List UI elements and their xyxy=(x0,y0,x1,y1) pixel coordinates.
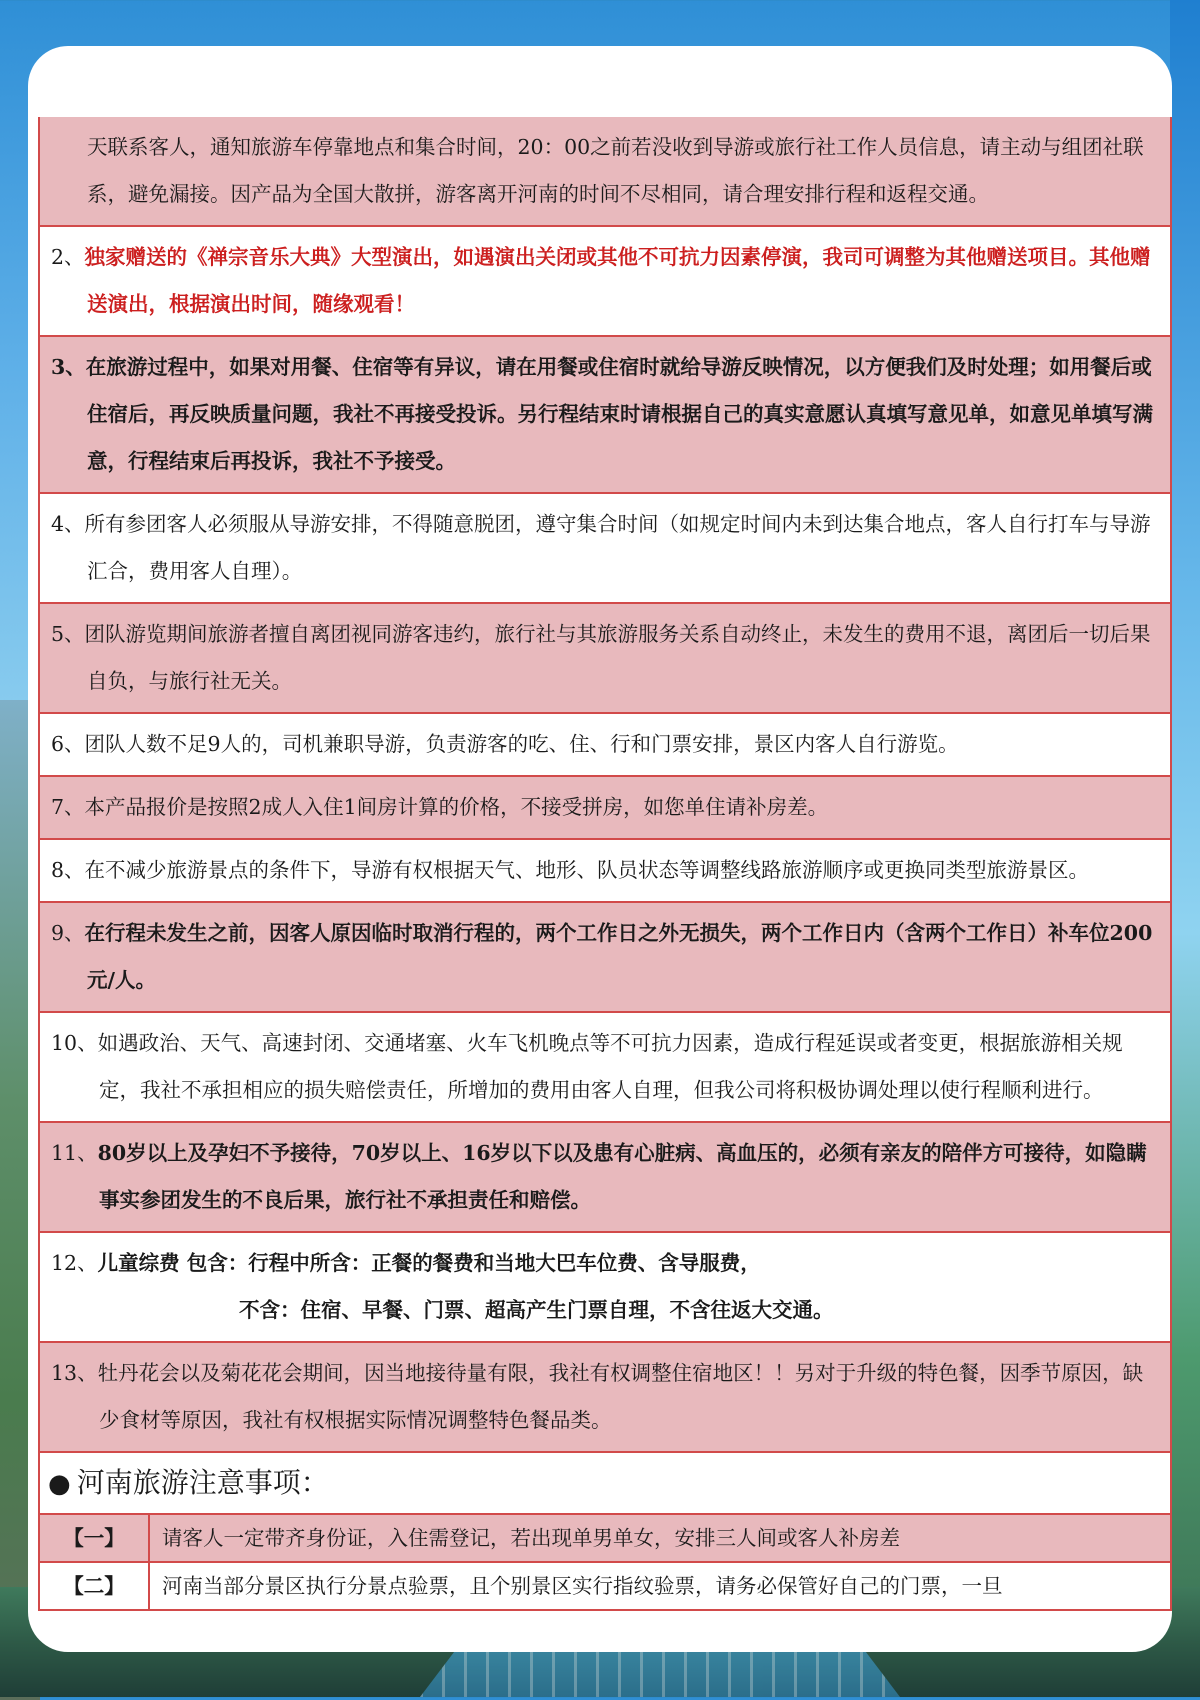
note-tag: 【一】 xyxy=(40,1515,150,1561)
notice-text: 天联系客人，通知旅游车停靠地点和集合时间，20：00之前若没收到导游或旅行社工作人员信息，请主动与组团社联系，避免漏接。因产品为全国大散拼，游客离开河南的时间不尽相同，请合理安排行程和返程交通。 xyxy=(87,135,1144,206)
notice-text: 3、在旅游过程中，如果对用餐、住宿等有异议，请在用餐或住宿时就给导游反映情况，以方便我们及时处理；如用餐后或住宿后，再反映质量问题，我社不再接受投诉。另行程结束时请根据自己的真实意愿认真填写意见单，如意见单填写满意，行程结束后再投诉，我社不予接受。 xyxy=(51,355,1153,473)
notice-row-1-continued xyxy=(38,117,1172,227)
bullet-icon: ● xyxy=(48,1469,71,1499)
note-text: 河南当部分景区执行分景点验票，且个别景区实行指纹验票，请务必保管好自己的门票，一旦 xyxy=(162,1574,1003,1598)
notice-row-11 xyxy=(38,1123,1172,1233)
note-tag: 【二】 xyxy=(40,1563,150,1609)
notice-text: 5、团队游览期间旅游者擅自离团视同游客违约，旅行社与其旅游服务关系自动终止，未发生的费用不退，离团后一切后果自负，与旅行社无关。 xyxy=(51,622,1151,693)
notice-number: 11、 xyxy=(51,1141,98,1165)
notice-text-bold: 在行程未发生之前，因客人原因临时取消行程的，两个工作日之外无损失，两个工作日内（含两个工作日）补车位200元/人。 xyxy=(84,921,1153,992)
notice-table xyxy=(38,117,1172,1611)
notice-number: 2、 xyxy=(51,245,85,269)
notice-row-10 xyxy=(38,1013,1172,1123)
section-title: 河南旅游注意事项： xyxy=(76,1466,329,1499)
notice-text: 6、团队人数不足9人的，司机兼职导游，负责游客的吃、住、行和门票安排，景区内客人自行游览。 xyxy=(51,732,959,756)
notice-row-7 xyxy=(38,777,1172,840)
notice-row-13 xyxy=(38,1343,1172,1453)
notice-number: 9、 xyxy=(51,921,85,945)
notice-row-2 xyxy=(38,227,1172,337)
notice-number: 12、 xyxy=(51,1251,98,1275)
notice-row-4 xyxy=(38,494,1172,604)
notice-text-bold: 80岁以上及孕妇不予接待，70岁以上、16岁以下以及患有心脏病、高血压的，必须有亲友的陪伴方可接待，如隐瞒事实参团发生的不良后果，旅行社不承担责任和赔偿。 xyxy=(97,1141,1147,1212)
notice-text: 10、如遇政治、天气、高速封闭、交通堵塞、火车飞机晚点等不可抗力因素，造成行程延误或者变更，根据旅游相关规定，我社不承担相应的损失赔偿责任，所增加的费用由客人自理，但我公司将积极协调处理以使行程顺利进行。 xyxy=(51,1031,1123,1102)
note-text: 请客人一定带齐身份证，入住需登记，若出现单男单女，安排三人间或客人补房差 xyxy=(162,1526,900,1550)
child-fee-included: 儿童综费 包含：行程中所含：正餐的餐费和当地大巴车位费、含导服费， xyxy=(97,1251,761,1275)
notice-row-8 xyxy=(38,840,1172,903)
notice-row-9 xyxy=(38,903,1172,1013)
section-heading xyxy=(38,1453,1172,1515)
note-row-1 xyxy=(38,1515,1172,1563)
child-fee-excluded: 不含：住宿、早餐、门票、超高产生门票自理，不含往返大交通。 xyxy=(239,1298,834,1322)
notice-row-6 xyxy=(38,714,1172,777)
notice-text: 8、在不减少旅游景点的条件下，导游有权根据天气、地形、队员状态等调整线路旅游顺序或更换同类型旅游景区。 xyxy=(51,858,1090,882)
notice-text: 7、本产品报价是按照2成人入住1间房计算的价格，不接受拼房，如您单住请补房差。 xyxy=(51,795,829,819)
notice-text: 13、牡丹花会以及菊花花会期间，因当地接待量有限，我社有权调整住宿地区！！另对于升级的特色餐，因季节原因，缺少食材等原因，我社有权根据实际情况调整特色餐品类。 xyxy=(51,1361,1144,1432)
notice-text-highlight: 独家赠送的《禅宗音乐大典》大型演出，如遇演出关闭或其他不可抗力因素停演，我司可调整为其他赠送项目。其他赠送演出，根据演出时间，随缘观看！ xyxy=(84,245,1151,316)
notice-row-3 xyxy=(38,337,1172,494)
notice-row-5 xyxy=(38,604,1172,714)
notice-text: 4、所有参团客人必须服从导游安排，不得随意脱团，遵守集合时间（如规定时间内未到达集合地点，客人自行打车与导游汇合，费用客人自理）。 xyxy=(51,512,1151,583)
background-scenery-right xyxy=(1170,0,1200,1697)
note-row-2 xyxy=(38,1563,1172,1611)
notice-row-12 xyxy=(38,1233,1172,1343)
